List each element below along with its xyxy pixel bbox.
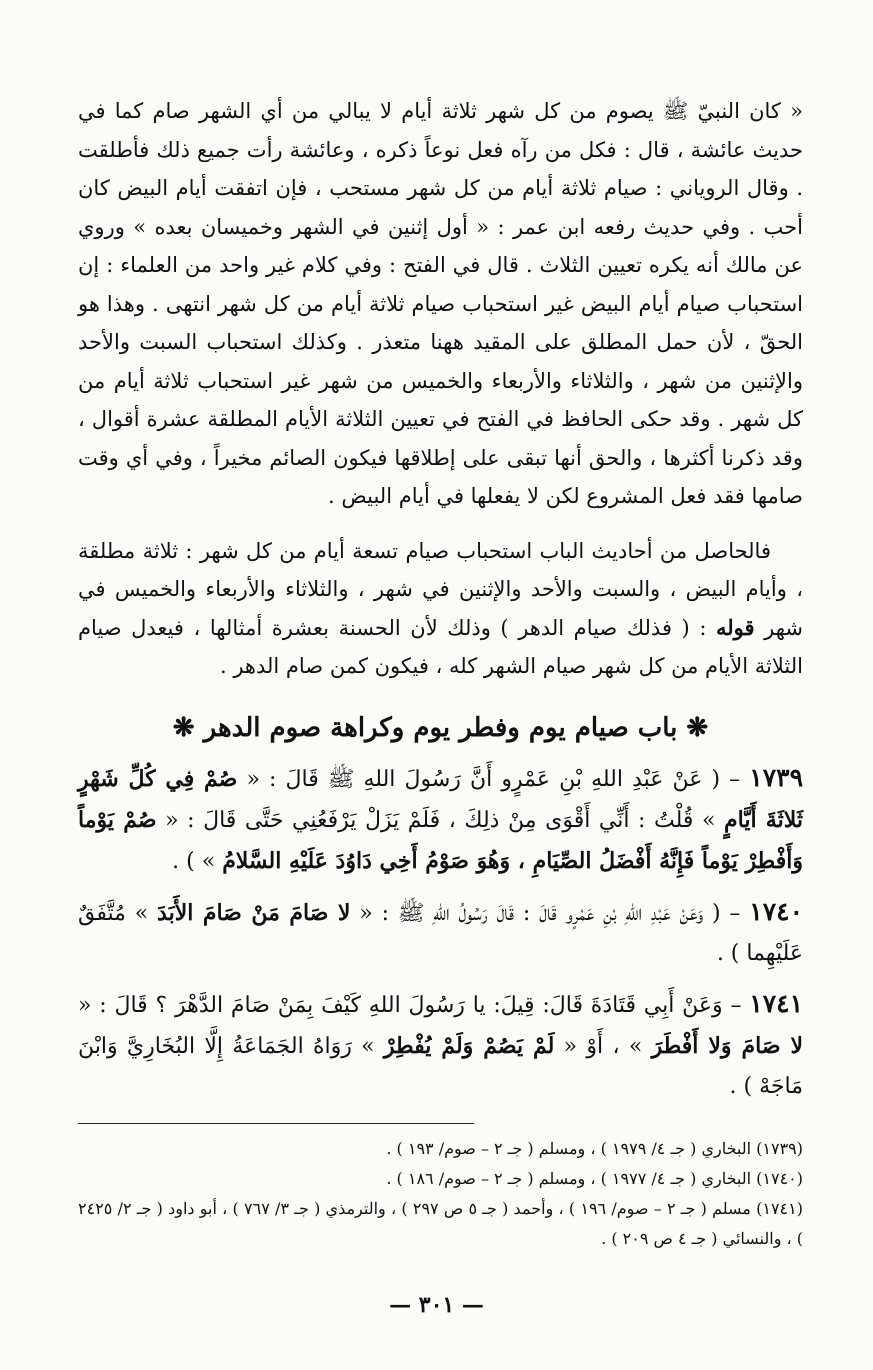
hadith-text: » ) . bbox=[172, 848, 223, 874]
hadith-text: – وَعَنْ أَبِي قَتَادَةَ قَالَ: قِيلَ: يا رَسُولَ اللهِ كَيْفَ بِمَنْ صَامَ الدَّهْرَ ؟ قَالَ : « bbox=[78, 992, 750, 1018]
footnote-1740: (١٧٤٠) البخاري ( جـ ٤/ ١٩٧٧ ) ، ومسلم ( جـ ٢ – صوم/ ١٨٦ ) . bbox=[386, 1168, 803, 1188]
hadith-quote: لَمْ يَصُمْ وَلَمْ يُفْطِرْ bbox=[383, 1032, 555, 1059]
footnote-1741: (١٧٤١) مسلم ( جـ ٢ – صوم/ ١٩٦ ) ، وأحمد ( جـ ٥ ص ٢٩٧ ) ، والترمذي ( جـ ٣/ ٧٦٧ ) ، أبو داود ( جـ ٢/ ٢٤٢٥ ) ، والنسائي ( جـ ٤ ص ٢٠٩ ) . bbox=[78, 1198, 803, 1248]
hadith-text: » مُتَّفَقٌ عَلَيْهِما ) . bbox=[78, 900, 803, 966]
hadith-text: » ، أَوْ « bbox=[554, 1033, 652, 1059]
hadith-text: – ( وَعَنْ عَبْدِ اللهِ بْنِ عَمْرٍو قَالَ : قَالَ رَسُولُ اللهِ ﷺ : « bbox=[350, 900, 750, 926]
page-number: — ٣٠١ — bbox=[389, 1292, 484, 1318]
body-paragraph-1: « كان النبيّ ﷺ يصوم من كل شهر ثلاثة أيام لا يبالي من أي الشهر صام كما في حديث عائشة ، قال : فكل من رآه فعل نوعاً ذكره ، وعائشة رأت جميع ذلك فأطلقت . وقال الروياني : صيام ثلاثة أيام من كل شهر مستحب ، فإن اتفقت أيام البيض كان أحب . وفي حديث رفعه ابن عمر : « أول إثنين في الشهر وخميسان بعده » وروي عن مالك أنه يكره تعيين الثلاث . قال في الفتح : وفي كلام غير واحد من العلماء : إن استحباب صيام أيام البيض غير استحباب صيام ثلاثة أيام من كل شهر انتهى . وهذا هو الحقّ ، لأن حمل المطلق على المقيد ههنا متعذر . وكذلك استحباب السبت والأحد والإثنين من شهر ، والثلاثاء والأربعاء والخميس من شهر غير استحباب ثلاثة أيام من كل شهر . وقد حكى الحافظ في الفتح في تعيين الثلاثة الأيام المطلقة عشرة أقوال ، وقد ذكرنا أكثرها ، والحق أنها تبقى على إطلاقها فيكون الصائم مخيراً ، وفي أي وقت صامها فقد فعل المشروع لكن لا يفعلها في أيام البيض . bbox=[78, 99, 803, 508]
hadith-quote: صُمْ فِي كُلِّ شَهْرٍ ثَلاثَةَ أَيَّامٍ bbox=[78, 765, 803, 833]
hadith-number: ١٧٤١ bbox=[749, 988, 803, 1018]
body-paragraph-2-text: فالحاصل من أحاديث الباب استحباب صيام تسعة أيام من كل شهر : ثلاثة مطلقة ، وأيام البيض ، والسبت والأحد والإثنين في شهر ، والثلاثاء والأربعاء والخميس في شهر bbox=[78, 538, 803, 640]
hadith-1739 bbox=[78, 758, 803, 882]
hadith-number: ١٧٤٠ bbox=[749, 896, 803, 926]
chapter-title: ❋ باب صيام يوم وفطر يوم وكراهة صوم الدهر ❋ bbox=[172, 712, 709, 743]
qawluhu-text: : ( فذلك صيام الدهر ) وذلك لأن الحسنة بعشرة أمثالها ، فيعدل صيام الثلاثة الأيام من كل شهر صيام الشهر كله ، فيكون كمن صام الدهر . bbox=[78, 615, 803, 678]
hadith-1741 bbox=[78, 984, 803, 1107]
hadith-1740 bbox=[78, 892, 803, 974]
hadith-quote: صُمْ يَوْماً وَأَفْطِرْ يَوْماً فَإِنَّهُ أَفْضَلُ الصِّيَامِ ، وَهُوَ صَوْمُ أَخِي دَاوُدَ عَلَيْهِ السَّلامُ bbox=[78, 806, 803, 874]
hadith-text: » قُلْتُ : أَنِّي أَقْوَى مِنْ ذلِكَ ، فَلَمْ يَزَلْ يَرْفَعُنِي حَتَّى قَالَ : « bbox=[156, 807, 725, 833]
footnote-divider bbox=[78, 1123, 474, 1124]
footnote-1739: (١٧٣٩) البخاري ( جـ ٤/ ١٩٧٩ ) ، ومسلم ( جـ ٢ – صوم/ ١٩٣ ) . bbox=[386, 1138, 803, 1158]
hadith-text: – ( عَنْ عَبْدِ اللهِ بْنِ عَمْرٍو أَنَّ رَسُولَ اللهِ ﷺ قَالَ : « bbox=[237, 766, 750, 792]
qawluhu-lead: قوله bbox=[715, 614, 755, 640]
body-paragraph-2 bbox=[78, 532, 803, 686]
hadith-quote: لا صَامَ وَلا أَفْطَرَ bbox=[651, 1032, 803, 1059]
hadith-quote: لا صَامَ مَنْ صَامَ الأَبَدَ bbox=[157, 899, 351, 926]
hadith-number: ١٧٣٩ bbox=[749, 762, 803, 792]
hadith-text: » رَوَاهُ الجَمَاعَةُ إِلَّا البُخَارِيَّ وَابْنَ مَاجَهْ ) . bbox=[78, 1033, 803, 1099]
